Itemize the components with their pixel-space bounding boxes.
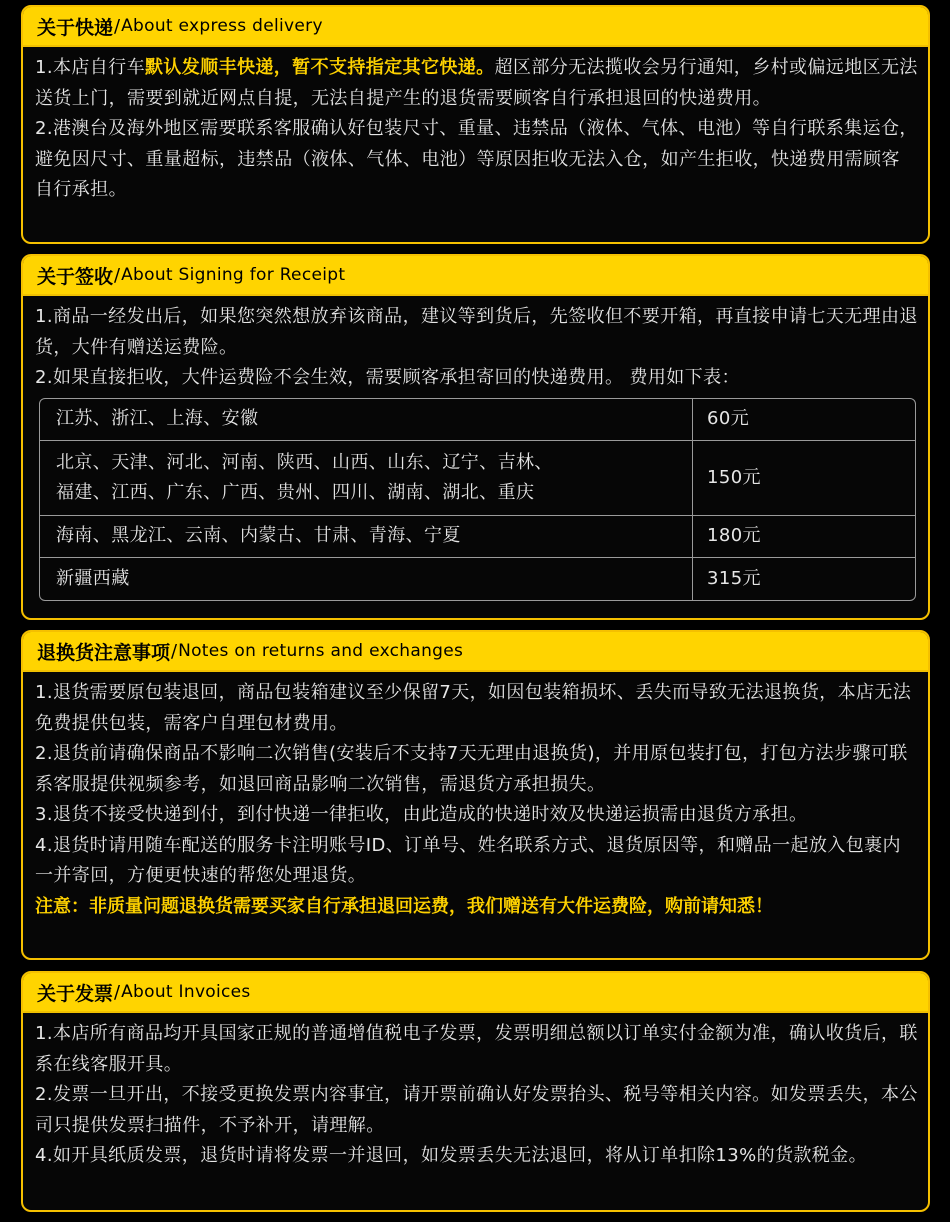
express-body: [23, 47, 928, 212]
returns-paragraph-2: 2.退货前请确保商品不影响二次销售(安装后不支持7天无理由退换货)，并用原包装打包，打包方法步骤可联系客服提供视频参考，如退回商品影响二次销售，需退货方承担损失。: [35, 743, 908, 795]
express-highlight: 默认发顺丰快递，暂不支持指定其它快递。: [144, 57, 495, 78]
returns-paragraph-4: 4.退货时请用随车配送的服务卡注明账号ID、订单号、姓名联系方式、退货原因等，和赠品一起放入包裹内一并寄回，方便更快速的帮您处理退货。: [35, 834, 901, 886]
express-section: [21, 5, 930, 244]
returns-paragraph-1: 1.退货需要原包装退回，商品包装箱建议至少保留7天，如因包装箱损坏、丢失而导致无法退换货，本店无法免费提供包装，需客户自理包材费用。: [35, 682, 912, 734]
fee-region: 北京、天津、河北、河南、陕西、山西、山东、辽宁、吉林、 福建、江西、广东、广西、贵州、四川、湖南、湖北、重庆: [40, 441, 693, 516]
signing-header: 关于签收 / About Signing for Receipt: [23, 256, 928, 296]
fee-row: [40, 441, 915, 516]
returns-notice: 注意：非质量问题退换货需要买家自行承担退回运费，我们赠送有大件运费险，购前请知悉！: [35, 895, 773, 917]
returns-body: [23, 672, 928, 928]
signing-title-zh: 关于签收: [37, 265, 114, 288]
invoices-paragraph-2: 2.发票一旦开出，不接受更换发票内容事宜，请开票前确认好发票抬头、税号等相关内容。如发票丢失，本公司只提供发票扫描件，不予补开，请理解。: [35, 1084, 918, 1136]
invoices-paragraph-3: 4.如开具纸质发票，退货时请将发票一并退回，如发票丢失无法退回，将从订单扣除13%的货款税金。: [35, 1145, 867, 1166]
fee-table: [39, 398, 916, 601]
invoices-paragraph-1: 1.本店所有商品均开具国家正规的普通增值税电子发票，发票明细总额以订单实付金额为准，确认收货后，联系在线客服开具。: [35, 1023, 918, 1075]
signing-paragraph-2: 2.如果直接拒收，大件运费险不会生效，需要顾客承担寄回的快递费用。 费用如下表：: [35, 367, 740, 388]
signing-body: [23, 296, 928, 609]
invoices-title-zh: 关于发票: [37, 982, 114, 1005]
invoices-header: 关于发票 / About Invoices: [23, 973, 928, 1013]
fee-amount: 180元: [693, 516, 915, 558]
invoices-section: [21, 971, 930, 1212]
signing-section: [21, 254, 930, 620]
invoices-body: [23, 1013, 928, 1178]
fee-row: [40, 516, 915, 558]
fee-region: 江苏、浙江、上海、安徽: [40, 399, 693, 441]
express-paragraph-2: 2.港澳台及海外地区需要联系客服确认好包装尺寸、重量、违禁品（液体、气体、电池）等自行联系集运仓，避免因尺寸、重量超标，违禁品（液体、气体、电池）等原因拒收无法入仓，如产生拒收，快递费用需顾客自行承担。: [35, 118, 918, 200]
invoices-title-en: About Invoices: [121, 982, 251, 1002]
express-title-zh: 关于快递: [37, 16, 114, 39]
fee-amount: 60元: [693, 399, 915, 441]
express-header: 关于快递 / About express delivery: [23, 7, 928, 47]
fee-row: [40, 558, 915, 600]
express-title-en: About express delivery: [121, 16, 323, 36]
returns-title-en: Notes on returns and exchanges: [178, 641, 464, 661]
returns-header: 退换货注意事项 / Notes on returns and exchanges: [23, 632, 928, 672]
returns-title-zh: 退换货注意事项: [37, 641, 171, 664]
signing-paragraph-1: 1.商品一经发出后，如果您突然想放弃该商品，建议等到货后，先签收但不要开箱，再直接申请七天无理由退货，大件有赠送运费险。: [35, 306, 918, 358]
fee-region: 新疆西藏: [40, 558, 693, 600]
fee-amount: 315元: [707, 567, 761, 589]
returns-section: [21, 630, 930, 960]
fee-region: 海南、黑龙江、云南、内蒙古、甘肃、青海、宁夏: [40, 516, 693, 558]
fee-row: [40, 399, 915, 441]
fee-amount: 150元: [693, 441, 915, 516]
returns-paragraph-3: 3.退货不接受快递到付，到付快递一律拒收，由此造成的快递时效及快递运损需由退货方承担。: [35, 804, 808, 825]
signing-title-en: About Signing for Receipt: [121, 265, 346, 285]
express-paragraph-1: 1.本店自行车默认发顺丰快递，暂不支持指定其它快递。超区部分无法揽收会另行通知，乡村或偏远地区无法送货上门，需要到就近网点自提，无法自提产生的退货需要顾客自行承担退回的快递费用。: [35, 57, 918, 109]
